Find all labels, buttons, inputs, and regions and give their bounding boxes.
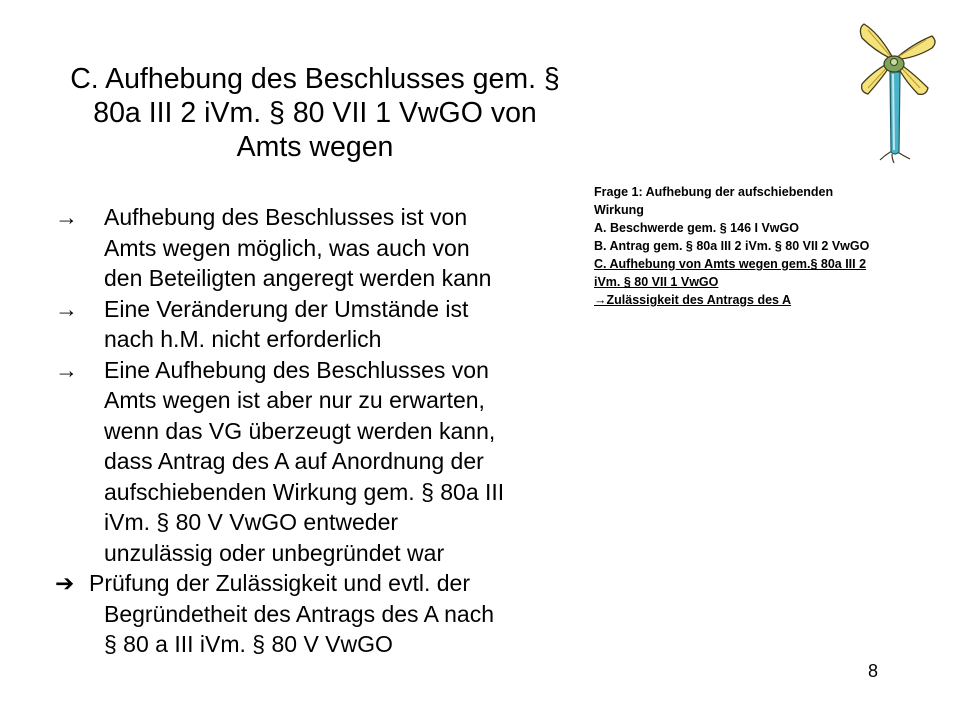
title-line-1: C. Aufhebung des Beschlusses gem. §: [70, 63, 560, 95]
conclusion-line-1: Prüfung der Zulässigkeit und evtl. der: [89, 570, 470, 596]
page-number: 8: [868, 661, 879, 681]
bullet-item-2: [55, 294, 595, 355]
outline-heading-line-2: Wirkung: [594, 203, 644, 217]
bullet-2-line-1: Eine Veränderung der Umstände ist: [104, 295, 469, 322]
windmill-hub-cap: [891, 59, 898, 66]
windmill-pole: [890, 72, 900, 154]
slide-title: [20, 62, 610, 164]
outline-item-current-label: Zulässigkeit des Antrags des A: [606, 293, 792, 307]
bullet-item-3: [55, 355, 595, 569]
pole-highlight: [893, 74, 894, 150]
bullet-1-line-2: Amts wegen möglich, was auch von: [104, 234, 470, 261]
windmill-blade-2: [894, 36, 935, 60]
bullet-2-line-2: nach h.M. nicht erforderlich: [104, 326, 382, 352]
title-line-2: 80a III 2 iVm. § 80 VII 1 VwGO von: [93, 97, 537, 129]
title-line-3: Amts wegen: [236, 131, 394, 163]
outline-box: [594, 183, 954, 309]
conclusion-line-3: § 80 a III iVm. § 80 V VwGO: [104, 631, 393, 657]
arrow-right-icon: →: [55, 295, 78, 322]
arrow-right-icon: →: [55, 204, 78, 230]
outline-item-b: B. Antrag gem. § 80a III 2 iVm. § 80 VII 2 VwGO: [594, 239, 870, 253]
bullet-3-line-7: unzulässig oder unbegründet war: [104, 539, 445, 566]
bullet-3-line-6: iVm. § 80 V VwGO entweder: [104, 509, 399, 535]
arrow-right-icon: →: [55, 356, 78, 383]
outline-item-a: A. Beschwerde gem. § 146 I VwGO: [594, 221, 799, 235]
bold-arrow-right-icon: ➔: [55, 570, 75, 596]
bullet-1-line-3: den Beteiligten angeregt werden kann: [104, 265, 492, 291]
conclusion-line-2: Begründetheit des Antrags des A nach: [104, 600, 495, 627]
outline-item-c-line-2: iVm. § 80 VII 1 VwGO: [594, 275, 719, 289]
outline-item-c-line-1: C. Aufhebung von Amts wegen gem.§ 80a III 2: [594, 257, 867, 271]
bullet-3-line-2: Amts wegen ist aber nur zu erwarten,: [104, 387, 485, 413]
bullet-3-line-4: dass Antrag des A auf Anordnung der: [104, 448, 484, 474]
bullet-item-1: [55, 202, 595, 294]
bullet-list: [55, 202, 595, 660]
outline-item-current: [594, 291, 954, 309]
windmill-icon: [836, 14, 948, 164]
bullet-3-line-1: Eine Aufhebung des Beschlusses von: [104, 356, 489, 383]
outline-heading-line-1: Frage 1: Aufhebung der aufschiebenden: [594, 185, 834, 199]
bullet-3-line-3: wenn das VG überzeugt werden kann,: [104, 417, 496, 444]
bullet-1-line-1: Aufhebung des Beschlusses ist von: [104, 204, 468, 230]
conclusion-item: [55, 568, 595, 660]
arrow-right-icon: →: [594, 293, 607, 307]
bullet-3-line-5: aufschiebenden Wirkung gem. § 80a III: [104, 478, 505, 505]
